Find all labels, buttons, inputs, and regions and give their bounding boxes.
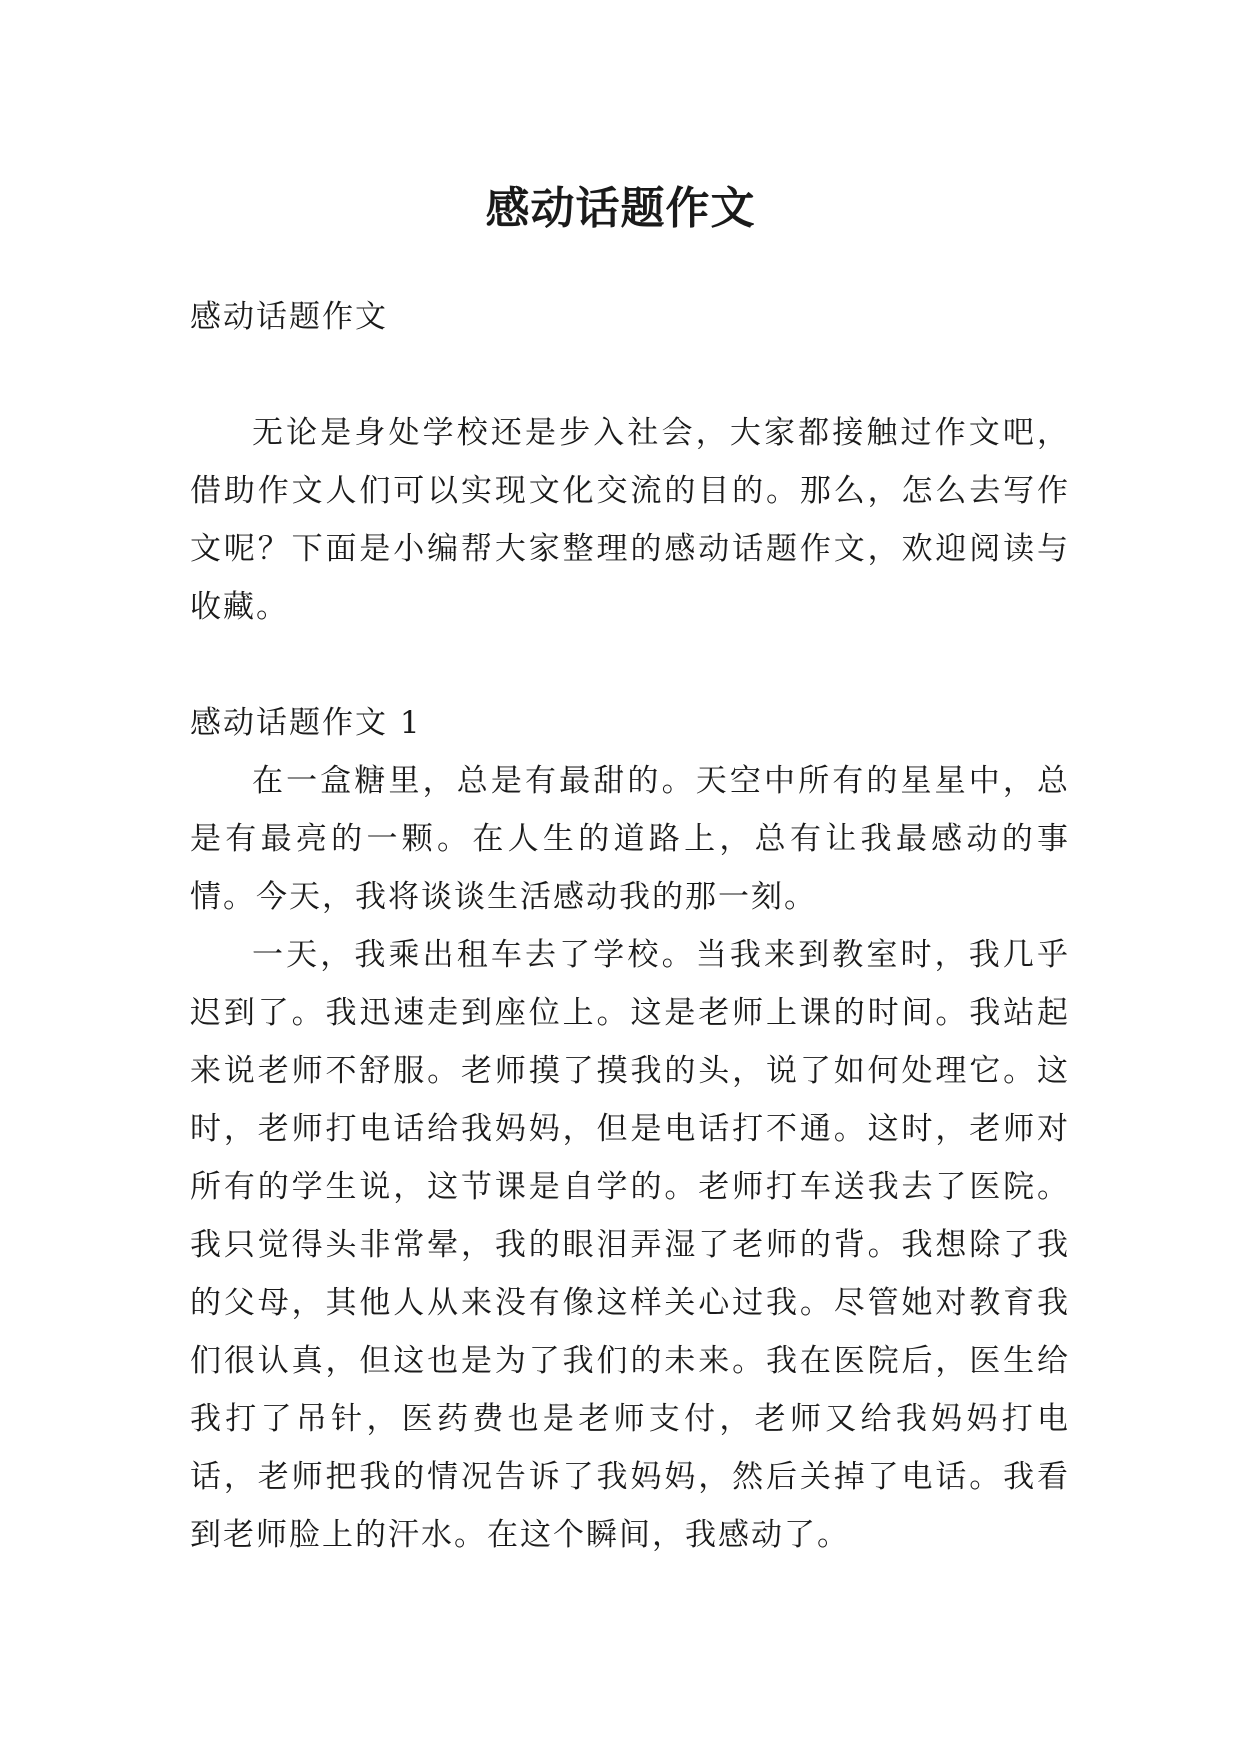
spacer xyxy=(190,636,1070,694)
intro-paragraph: 无论是身处学校还是步入社会，大家都接触过作文吧，借助作文人们可以实现文化交流的目的。那么，怎么去写作文呢？下面是小编帮大家整理的感动话题作文，欢迎阅读与收藏。 xyxy=(190,415,1070,625)
document-subtitle: 感动话题作文 xyxy=(190,299,388,335)
section-heading: 感动话题作文 1 xyxy=(190,705,422,741)
document-title: 感动话题作文 xyxy=(485,183,756,235)
document-body xyxy=(190,288,1070,1564)
body-paragraph-2: 一天，我乘出租车去了学校。当我来到教室时，我几乎迟到了。我迅速走到座位上。这是老师上课的时间。我站起来说老师不舒服。老师摸了摸我的头，说了如何处理它。这时，老师打电话给我妈妈，但是电话打不通。这时，老师对所有的学生说，这节课是自学的。老师打车送我去了医院。我只觉得头非常晕，我的眼泪弄湿了老师的背。我想除了我的父母，其他人从来没有像这样关心过我。尽管她对教育我们很认真，但这也是为了我们的未来。我在医院后，医生给我打了吊针，医药费也是老师支付，老师又给我妈妈打电话，老师把我的情况告诉了我妈妈，然后关掉了电话。我看到老师脸上的汗水。在这个瞬间，我感动了。 xyxy=(190,937,1070,1553)
spacer xyxy=(190,346,1070,404)
body-paragraph-1: 在一盒糖里，总是有最甜的。天空中所有的星星中，总是有最亮的一颗。在人生的道路上，总有让我最感动的事情。今天，我将谈谈生活感动我的那一刻。 xyxy=(190,763,1070,915)
